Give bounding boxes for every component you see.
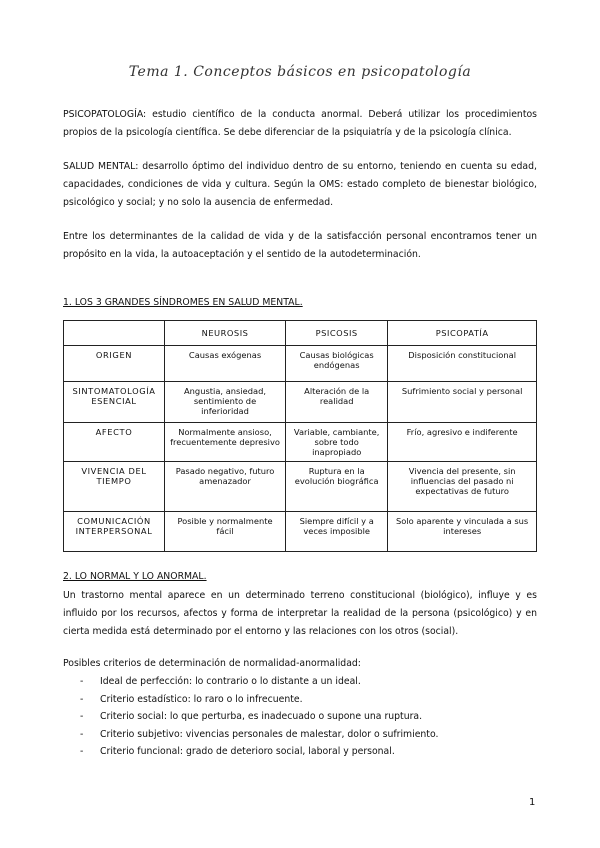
table-header-empty: [64, 321, 165, 346]
list-item: [63, 691, 537, 709]
table-cell: Alteración de la realidad: [286, 382, 388, 423]
list-item-text: Criterio social: lo que perturba, es inadecuado o supone una ruptura.: [100, 711, 423, 722]
bullet-dash: -: [80, 676, 84, 687]
bullet-dash: -: [80, 711, 84, 722]
paragraph-trastorno: Un trastorno mental aparece en un determinado terreno constitucional (biológico), influye y es influido por los recursos, afectos y forma de interpretar la realidad de la persona (psicológico) y en cierta medida está determinado por el entorno y las relaciones con los otros (social).: [63, 590, 537, 637]
list-item: [63, 743, 537, 761]
table-cell: Vivencia del presente, sin influencias del pasado ni expectativas de futuro: [388, 462, 537, 512]
table-cell: Angustia, ansiedad, sentimiento de inferioridad: [165, 382, 286, 423]
paragraph-salud-mental: SALUD MENTAL: desarrollo óptimo del individuo dentro de su entorno, teniendo en cuenta su edad, capacidades, condiciones de vida y cultura. Según la OMS: estado completo de bienestar biológico, psicológico y social; y no solo la ausencia de enfermedad.: [63, 161, 537, 208]
bullet-dash: -: [80, 746, 84, 757]
table-cell: Frío, agresivo e indiferente: [388, 423, 537, 462]
table-row: [64, 346, 537, 382]
row-label: COMUNICACIÓN INTERPERSONAL: [64, 512, 165, 552]
table-row: [64, 462, 537, 512]
paragraph-determinantes: Entre los determinantes de la calidad de vida y de la satisfacción personal encontramos tener un propósito en la vida, la autoaceptación y el sentido de la autodeterminación.: [63, 231, 537, 260]
bullet-dash: -: [80, 728, 84, 740]
table-cell: Disposición constitucional: [388, 346, 537, 382]
row-label: VIVENCIA DEL TIEMPO: [64, 462, 165, 512]
syndromes-table: [63, 320, 537, 552]
list-item: [63, 673, 537, 691]
table-row: [64, 512, 537, 552]
table-cell: Solo aparente y vinculada a sus intereses: [388, 512, 537, 552]
table-cell: Causas exógenas: [165, 346, 286, 382]
row-label: SINTOMATOLOGÍA ESENCIAL: [64, 382, 165, 423]
table-cell: Siempre difícil y a veces imposible: [286, 512, 388, 552]
table-row: [64, 382, 537, 423]
table-row: [64, 423, 537, 462]
table-cell: Sufrimiento social y personal: [388, 382, 537, 423]
row-label: AFECTO: [64, 423, 165, 462]
list-item: [63, 708, 537, 726]
list-item-text: Criterio funcional: grado de deterioro social, laboral y personal.: [100, 746, 395, 757]
table-header-neurosis: NEUROSIS: [165, 321, 286, 346]
page-number: 1: [529, 797, 536, 808]
table-header-psicosis: PSICOSIS: [286, 321, 388, 346]
criteria-list: [63, 673, 537, 761]
paragraph-criterios-intro: Posibles criterios de determinación de normalidad-anormalidad:: [63, 658, 361, 669]
list-item: [63, 726, 537, 744]
table-cell: Posible y normalmente fácil: [165, 512, 286, 552]
paragraph-psicopatologia: PSICOPATOLOGÍA: estudio científico de la conducta anormal. Deberá utilizar los procedimientos propios de la psicología científica. Se debe diferenciar de la psiquiatría y de la psicología clínica.: [63, 109, 537, 138]
table-cell: Causas biológicas endógenas: [286, 346, 388, 382]
list-item-text: Criterio estadístico: lo raro o lo infrecuente.: [100, 693, 303, 705]
list-item-text: Criterio subjetivo: vivencias personales de malestar, dolor o sufrimiento.: [100, 728, 439, 740]
section-heading-sindromes: 1. LOS 3 GRANDES SÍNDROMES EN SALUD MENTAL.: [63, 297, 303, 308]
table-cell: Ruptura en la evolución biográfica: [286, 462, 388, 512]
table-header-psicopatia: PSICOPATÍA: [388, 321, 537, 346]
list-item-text: Ideal de perfección: lo contrario o lo distante a un ideal.: [100, 676, 361, 687]
section-heading-normal: 2. LO NORMAL Y LO ANORMAL.: [63, 571, 207, 582]
table-cell: Pasado negativo, futuro amenazador: [165, 462, 286, 512]
row-label: ORIGEN: [64, 346, 165, 382]
bullet-dash: -: [80, 693, 84, 705]
page-title: Tema 1. Conceptos básicos en psicopatología: [128, 64, 472, 80]
table-header-row: [64, 321, 537, 346]
table-cell: Variable, cambiante, sobre todo inapropiado: [286, 423, 388, 462]
table-cell: Normalmente ansioso, frecuentemente depresivo: [165, 423, 286, 462]
